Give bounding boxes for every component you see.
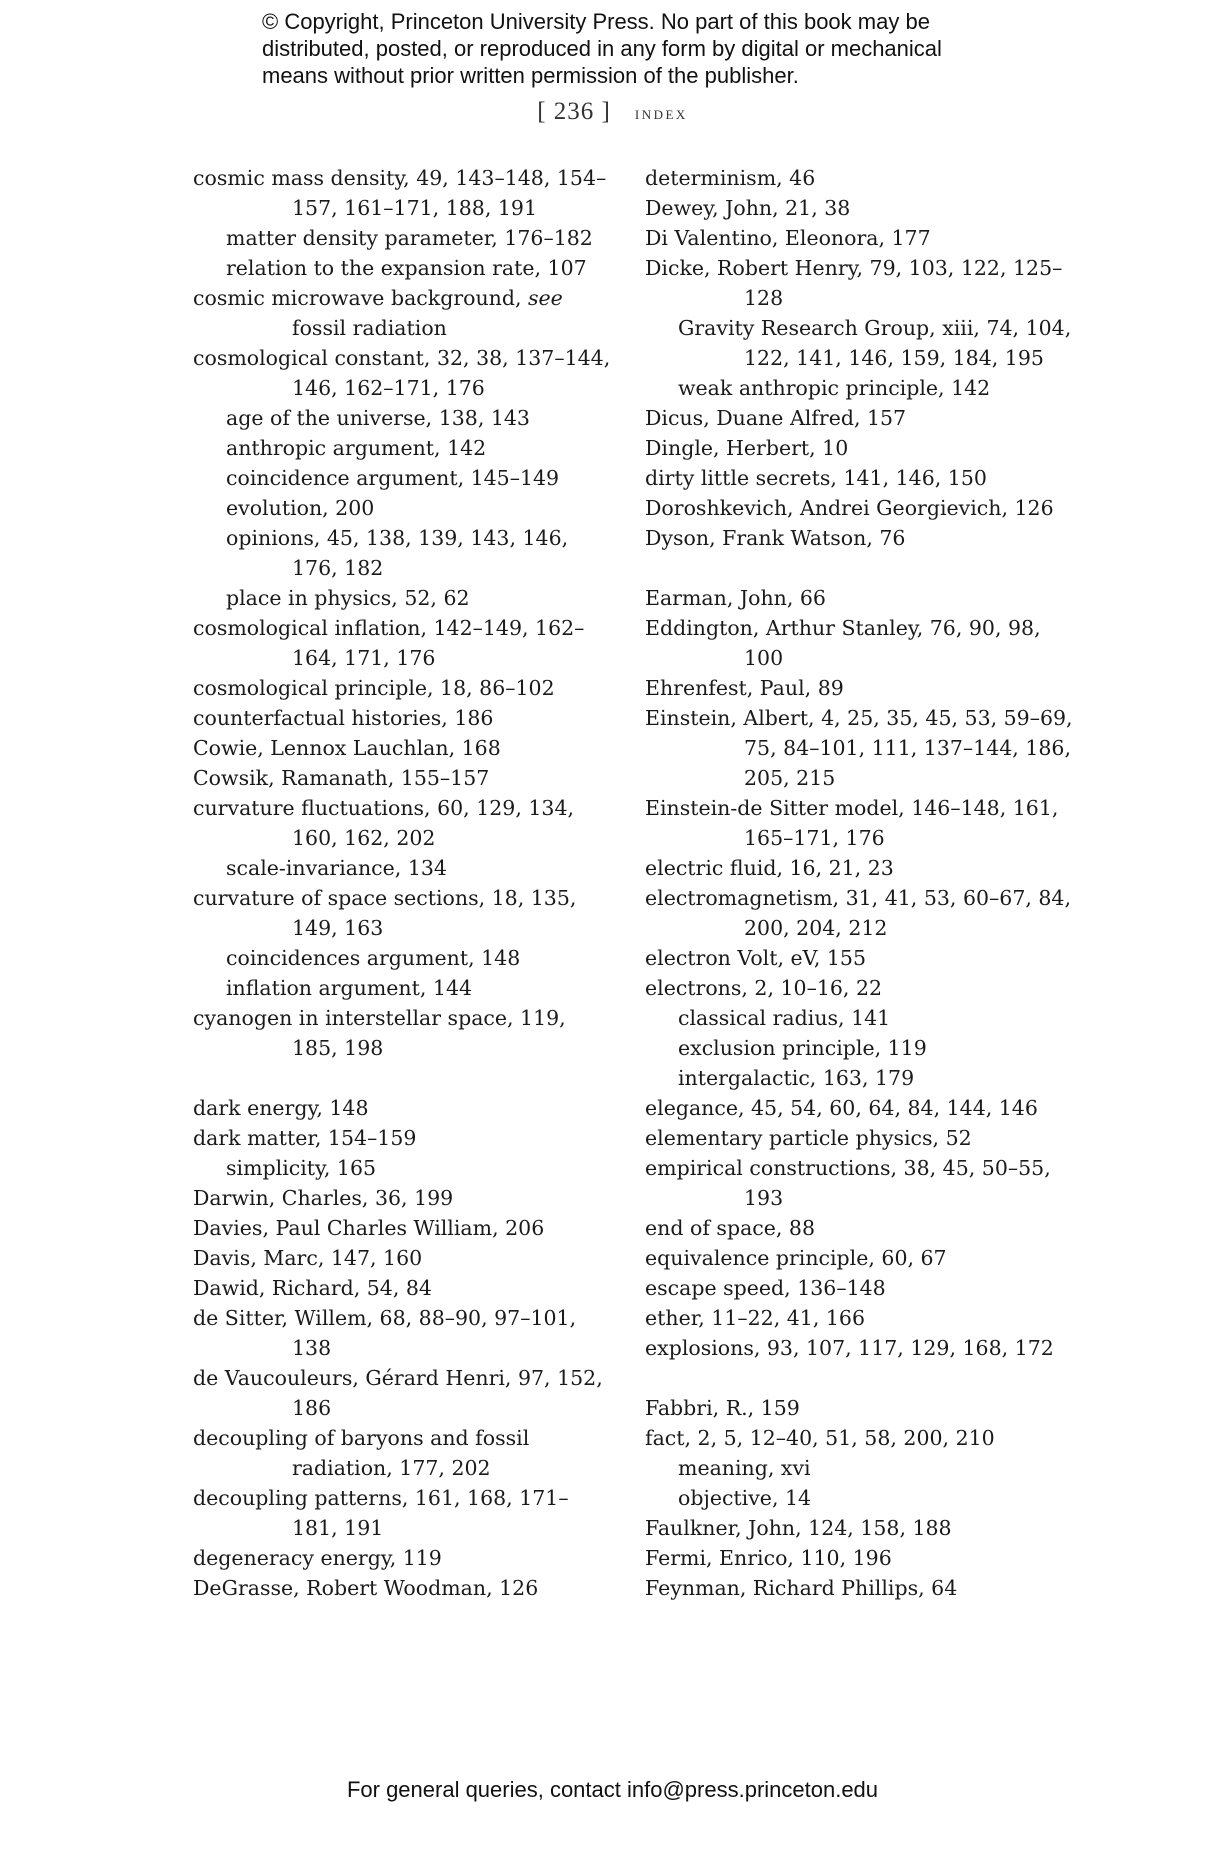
index-entry: cyanogen in interstellar space, 119, 185, 198 [193,1006,566,1060]
index-entry: equivalence principle, 60, 67 [645,1246,947,1270]
index-entry: empirical constructions, 38, 45, 50–55, 193 [645,1156,1051,1210]
index-entry: counterfactual histories, 186 [193,706,494,730]
index-subentry: objective, 14 [678,1486,812,1510]
index-entry: Dicus, Duane Alfred, 157 [645,406,907,430]
index-entry: dark energy, 148 [193,1096,369,1120]
index-entry: end of space, 88 [645,1216,816,1240]
index-entry: Darwin, Charles, 36, 199 [193,1186,454,1210]
page-number: [ 236 ] [537,98,611,125]
index-entry: Fermi, Enrico, 110, 196 [645,1546,892,1570]
index-entry: elegance, 45, 54, 60, 64, 84, 144, 146 [645,1096,1038,1120]
index-entry: Dewey, John, 21, 38 [645,196,851,220]
letter-group-gap [645,1363,1085,1393]
letter-group-gap [645,553,1085,583]
index-entry: decoupling of baryons and fossil radiation, 177, 202 [193,1426,530,1480]
index-entry: decoupling patterns, 161, 168, 171–181, 191 [193,1486,569,1540]
index-entry: Dyson, Frank Watson, 76 [645,526,906,550]
index-entry: Cowsik, Ramanath, 155–157 [193,766,490,790]
index-entry: escape speed, 136–148 [645,1276,886,1300]
index-column-left [193,163,613,1603]
index-entry: Davis, Marc, 147, 160 [193,1246,423,1270]
copyright-line: © Copyright, Princeton University Press. No part of this book may be [262,9,930,34]
index-subentry: anthropic argument, 142 [226,436,487,460]
running-head [0,98,1225,126]
index-entry: determinism, 46 [645,166,816,190]
index-entry: elementary particle physics, 52 [645,1126,972,1150]
index-subentry: intergalactic, 163, 179 [678,1066,915,1090]
index-entry: fact, 2, 5, 12–40, 51, 58, 200, 210 [645,1426,995,1450]
index-subentry: place in physics, 52, 62 [226,586,470,610]
index-entry: dark matter, 154–159 [193,1126,417,1150]
index-entry: ether, 11–22, 41, 166 [645,1306,865,1330]
index-subentry: scale-invariance, 134 [226,856,447,880]
index-entry: Ehrenfest, Paul, 89 [645,676,844,700]
index-entry: Feynman, Richard Phillips, 64 [645,1576,958,1600]
index-entry: electron Volt, eV, 155 [645,946,867,970]
index-entry: Einstein, Albert, 4, 25, 35, 45, 53, 59–69, 75, 84–101, 111, 137–144, 186, 205, 215 [645,706,1073,790]
index-entry: de Sitter, Willem, 68, 88–90, 97–101, 138 [193,1306,577,1360]
index-subentry: exclusion principle, 119 [678,1036,927,1060]
index-subentry: classical radius, 141 [678,1006,891,1030]
index-entry: curvature of space sections, 18, 135, 149, 163 [193,886,577,940]
index-entry: electromagnetism, 31, 41, 53, 60–67, 84, 200, 204, 212 [645,886,1071,940]
index-entry: cosmological constant, 32, 38, 137–144, 146, 162–171, 176 [193,346,611,400]
index-entry: cosmic microwave background, see fossil radiation [193,286,563,340]
index-entry: Einstein-de Sitter model, 146–148, 161, 165–171, 176 [645,796,1059,850]
index-subentry: evolution, 200 [226,496,375,520]
index-entry: Davies, Paul Charles William, 206 [193,1216,545,1240]
index-entry: Dingle, Herbert, 10 [645,436,849,460]
index-entry: cosmological principle, 18, 86–102 [193,676,555,700]
index-entry: Di Valentino, Eleonora, 177 [645,226,931,250]
index-entry: DeGrasse, Robert Woodman, 126 [193,1576,539,1600]
letter-group-gap [193,1063,613,1093]
index-entry: curvature fluctuations, 60, 129, 134, 160, 162, 202 [193,796,575,850]
index-entry: degeneracy energy, 119 [193,1546,442,1570]
index-entry: Dicke, Robert Henry, 79, 103, 122, 125–128 [645,256,1063,310]
section-title: index [634,103,688,124]
index-subentry: simplicity, 165 [226,1156,377,1180]
index-subentry: meaning, xvi [678,1456,811,1480]
index-subentry: coincidence argument, 145–149 [226,466,560,490]
index-entry: electric fluid, 16, 21, 23 [645,856,894,880]
copyright-line: distributed, posted, or reproduced in any form by digital or mechanical [262,36,942,61]
index-entry: cosmological inflation, 142–149, 162–164, 171, 176 [193,616,585,670]
index-entry: Earman, John, 66 [645,586,826,610]
index-subentry: age of the universe, 138, 143 [226,406,530,430]
index-entry: cosmic mass density, 49, 143–148, 154–157, 161–171, 188, 191 [193,166,607,220]
index-entry: electrons, 2, 10–16, 22 [645,976,883,1000]
index-entry: Dawid, Richard, 54, 84 [193,1276,432,1300]
index-subentry: matter density parameter, 176–182 [226,226,593,250]
index-column-right [645,163,1085,1603]
index-entry: de Vaucouleurs, Gérard Henri, 97, 152, 186 [193,1366,603,1420]
index-entry: Eddington, Arthur Stanley, 76, 90, 98, 100 [645,616,1041,670]
index-entry: dirty little secrets, 141, 146, 150 [645,466,987,490]
index-subentry: opinions, 45, 138, 139, 143, 146, 176, 182 [226,526,569,580]
index-subentry: coincidences argument, 148 [226,946,521,970]
index-subentry: relation to the expansion rate, 107 [226,256,587,280]
index-entry: Doroshkevich, Andrei Georgievich, 126 [645,496,1054,520]
copyright-line: means without prior written permission of the publisher. [262,63,799,88]
index-entry: explosions, 93, 107, 117, 129, 168, 172 [645,1336,1054,1360]
index-subentry: weak anthropic principle, 142 [678,376,991,400]
copyright-notice [262,8,1042,89]
index-subentry: inflation argument, 144 [226,976,473,1000]
index-entry: Fabbri, R., 159 [645,1396,800,1420]
index-subentry: Gravity Research Group, xiii, 74, 104, 122, 141, 146, 159, 184, 195 [678,316,1072,370]
footer-contact: For general queries, contact info@press.princeton.edu [346,1777,879,1802]
index-entry: Faulkner, John, 124, 158, 188 [645,1516,952,1540]
index-entry: Cowie, Lennox Lauchlan, 168 [193,736,501,760]
